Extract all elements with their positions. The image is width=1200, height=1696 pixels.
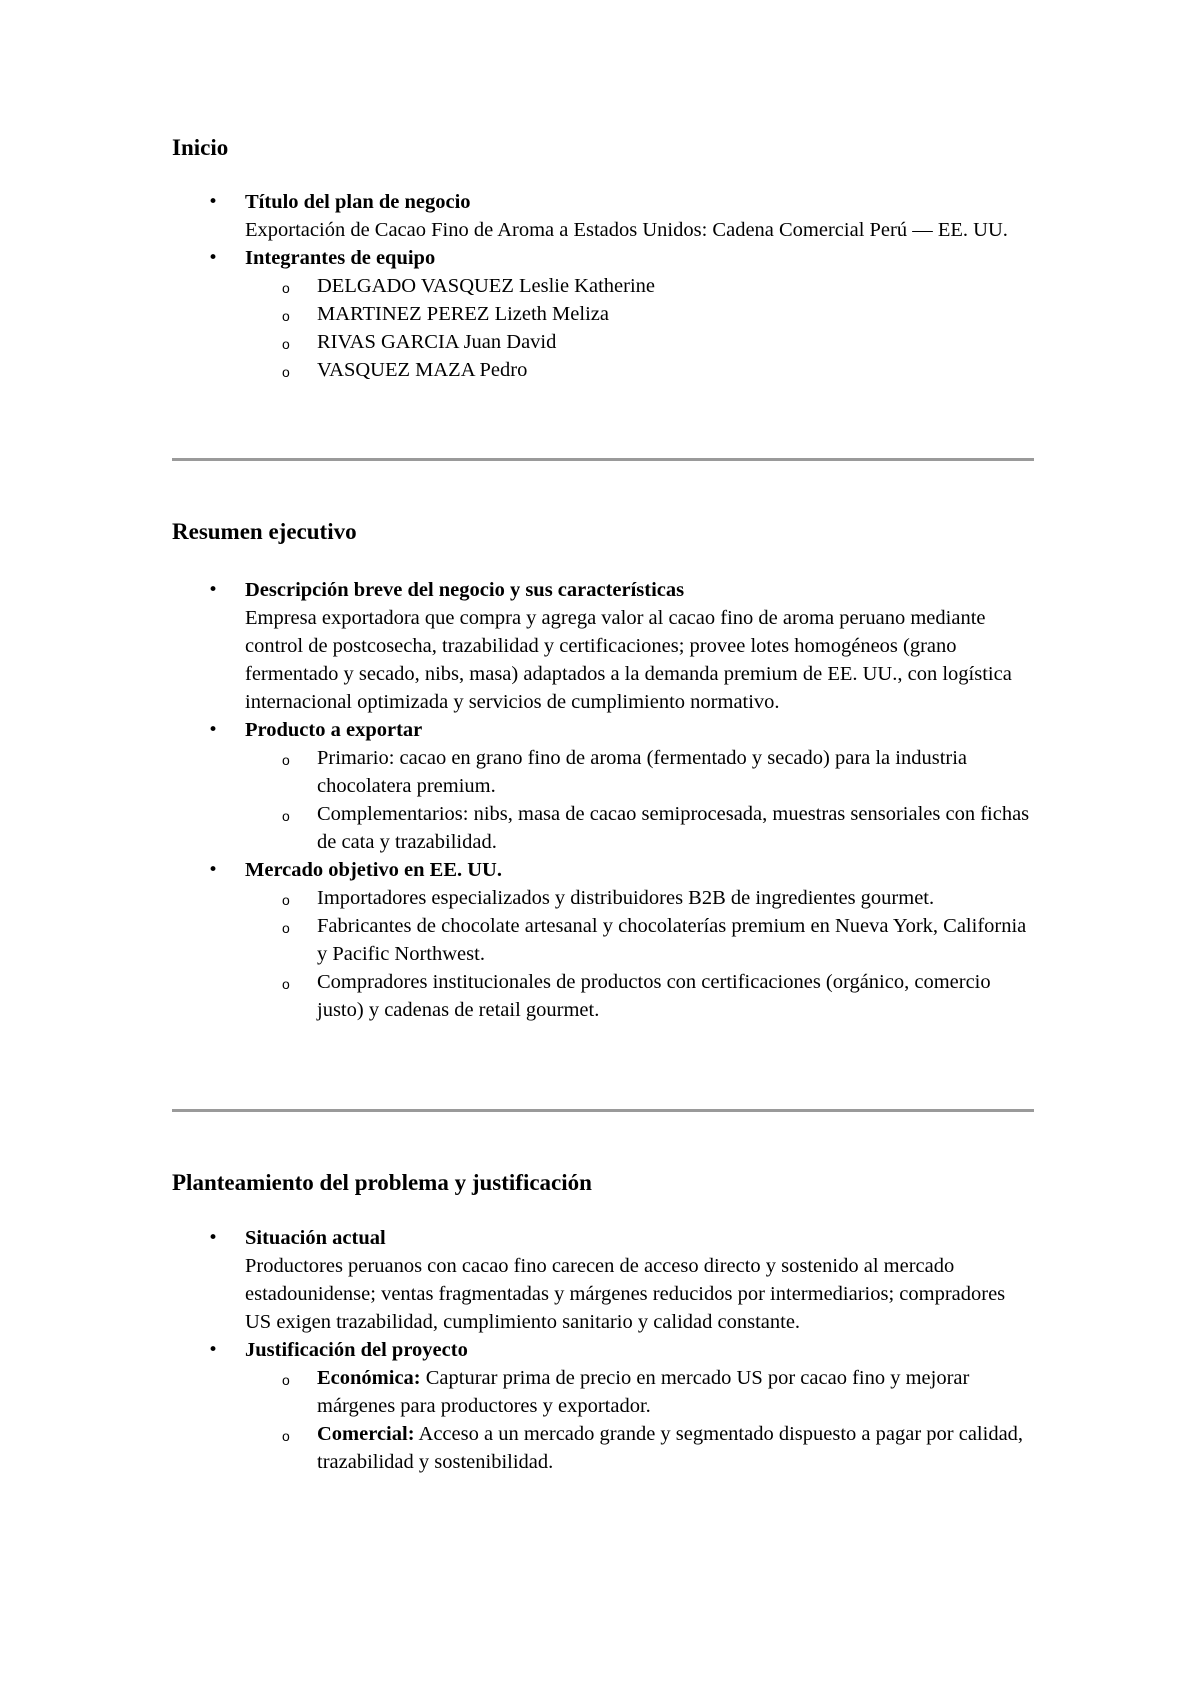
list-item <box>172 1224 1034 1336</box>
list-item <box>172 576 1034 716</box>
descripcion-text: Empresa exportadora que compra y agrega valor al cacao fino de aroma peruano mediante control de postcosecha, trazabilidad y certificaciones; provee lotes homogéneos (grano fermentado y secado, nibs, masa) adaptados a la demanda premium de EE. UU., con logística internacional optimizada y servicios de cumplimiento normativo. <box>245 607 1012 713</box>
producto-list <box>245 744 1034 856</box>
sub-item <box>172 1364 1034 1420</box>
member-item: o VASQUEZ MAZA Pedro <box>172 356 1034 384</box>
section-title-inicio: Inicio <box>172 135 229 160</box>
mercado-label: Mercado objetivo en EE. UU. <box>245 859 502 881</box>
list-item <box>172 716 1034 856</box>
section-title-planteamiento: Planteamiento del problema y justificación <box>172 1170 592 1195</box>
list-item <box>172 856 1034 1024</box>
list-item <box>172 244 1034 384</box>
sub-item: o Fabricantes de chocolate artesanal y chocolaterías premium en Nueva York, California y Pacific Northwest. <box>172 912 1034 968</box>
economica-text: Capturar prima de precio en mercado US por cacao fino y mejorar márgenes para productores y exportador. <box>317 1367 970 1417</box>
section-title-resumen: Resumen ejecutivo <box>172 519 357 544</box>
situacion-text: Productores peruanos con cacao fino carecen de acceso directo y sostenido al mercado estadounidense; ventas fragmentadas y márgenes reducidos por intermediarios; compradores US exigen trazabilidad, cumplimiento sanitario y calidad constante. <box>245 1255 1006 1333</box>
titulo-plan-text: Exportación de Cacao Fino de Aroma a Estados Unidos: Cadena Comercial Perú — EE. UU. <box>245 219 1008 241</box>
justificacion-list <box>245 1364 1034 1476</box>
member-item: o MARTINEZ PEREZ Lizeth Meliza <box>172 300 1034 328</box>
sub-item: o Complementarios: nibs, masa de cacao semiprocesada, muestras sensoriales con fichas de cata y trazabilidad. <box>172 800 1034 856</box>
list-item <box>172 188 1034 244</box>
integrantes-label: Integrantes de equipo <box>245 247 436 269</box>
list-item <box>172 1336 1034 1476</box>
section-divider <box>172 1109 1034 1112</box>
producto-label: Producto a exportar <box>245 719 423 741</box>
planteamiento-list <box>172 1224 1034 1476</box>
comercial-text: Acceso a un mercado grande y segmentado dispuesto a pagar por calidad, trazabilidad y sostenibilidad. <box>317 1423 1024 1473</box>
inicio-list <box>172 188 1034 384</box>
titulo-plan-label: Título del plan de negocio <box>245 191 471 213</box>
sub-item <box>172 1420 1034 1476</box>
resumen-list <box>172 576 1034 1024</box>
sub-item: o Compradores institucionales de productos con certificaciones (orgánico, comercio justo) y cadenas de retail gourmet. <box>172 968 1034 1024</box>
economica-label: Económica: <box>317 1367 421 1389</box>
descripcion-label: Descripción breve del negocio y sus características <box>245 579 685 601</box>
mercado-list <box>245 884 1034 1024</box>
comercial-label: Comercial: <box>317 1423 415 1445</box>
integrantes-list <box>245 272 1034 384</box>
justificacion-label: Justificación del proyecto <box>245 1339 468 1361</box>
member-item: o RIVAS GARCIA Juan David <box>172 328 1034 356</box>
sub-item: o Importadores especializados y distribuidores B2B de ingredientes gourmet. <box>172 884 1034 912</box>
member-item: o DELGADO VASQUEZ Leslie Katherine <box>172 272 1034 300</box>
sub-item: o Primario: cacao en grano fino de aroma (fermentado y secado) para la industria chocolatera premium. <box>172 744 1034 800</box>
situacion-label: Situación actual <box>245 1227 386 1249</box>
section-divider <box>172 458 1034 461</box>
